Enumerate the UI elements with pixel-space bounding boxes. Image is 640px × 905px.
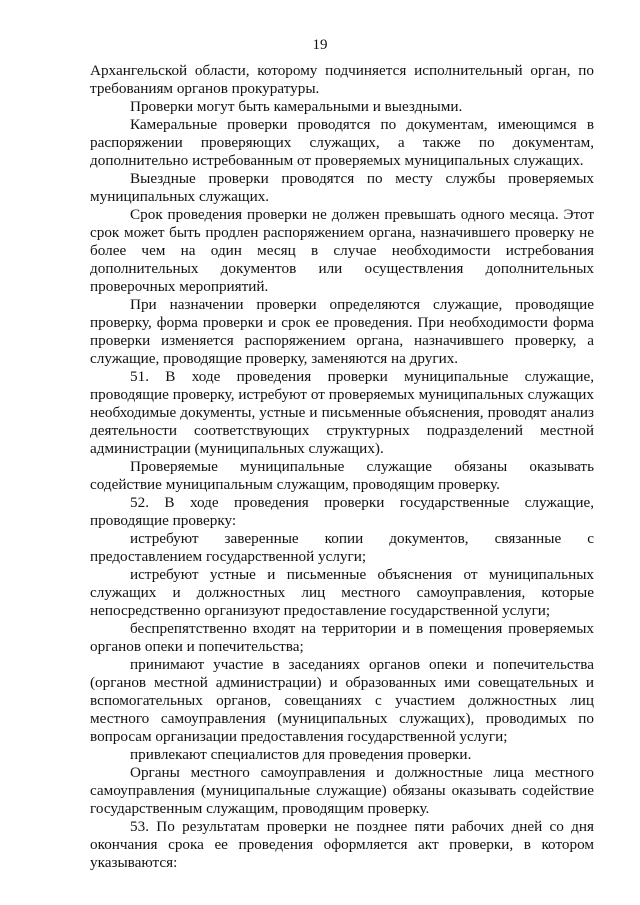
paragraph: Камеральные проверки проводятся по документам, имеющимся в распоряжении проверяющих служащих, а также по документам, дополнительно истребованным от проверяемых муниципальных служащих.	[90, 116, 594, 169]
list-item: привлекают специалистов для проведения проверки.	[130, 746, 472, 763]
document-body	[90, 62, 594, 872]
paragraph: При назначении проверки определяются служащие, проводящие проверку, форма проверки и срок ее проведения. При необходимости форма проверки изменяется распоряжением органа, назначившего проверку, а служащие, проводящие проверку, заменяются на других.	[90, 296, 594, 367]
paragraph-item-51: 51. В ходе проведения проверки муниципальные служащие, проводящие проверку, истребуют от проверяемых муниципальных служащих необходимые документы, устные и письменные объяснения, проводят анализ деятельности соответствующих структурных подразделений местной администрации (муниципальных служащих).	[90, 368, 594, 457]
list-item: истребуют заверенные копии документов, связанные с предоставлением государственной услуги;	[90, 530, 594, 565]
paragraph: Срок проведения проверки не должен превышать одного месяца. Этот срок может быть продлен распоряжением органа, назначившего проверку не более чем на один месяц в случае необходимости истребования дополнительных документов или осуществления дополнительных проверочных мероприятий.	[90, 206, 594, 295]
paragraph: Проверки могут быть камеральными и выездными.	[130, 98, 463, 115]
list-item: принимают участие в заседаниях органов опеки и попечительства (органов местной администрации) и образованных ими совещательных и вспомогательных органов, совещаниях с участием должностных лиц местного самоуправления (муниципальных служащих), проводимых по вопросам организации предоставления государственной услуги;	[90, 656, 594, 745]
paragraph-item-53: 53. По результатам проверки не позднее пяти рабочих дней со дня окончания срока ее проведения оформляется акт проверки, в котором указываются:	[90, 818, 594, 871]
list-item: истребуют устные и письменные объяснения от муниципальных служащих и должностных лиц местного самоуправления, которые непосредственно организуют предоставление государственной услуги;	[90, 566, 594, 619]
paragraph: Органы местного самоуправления и должностные лица местного самоуправления (муниципальные служащие) обязаны оказывать содействие государственным служащим, проводящим проверку.	[90, 764, 594, 817]
paragraph: Выездные проверки проводятся по месту службы проверяемых муниципальных служащих.	[90, 170, 594, 205]
page-number: 19	[312, 37, 328, 53]
paragraph-item-52: 52. В ходе проведения проверки государственные служащие, проводящие проверку:	[90, 494, 594, 529]
paragraph: Проверяемые муниципальные служащие обязаны оказывать содействие муниципальным служащим, проводящим проверку.	[90, 458, 594, 493]
paragraph-continuation: Архангельской области, которому подчиняется исполнительный орган, по требованиям органов прокуратуры.	[90, 62, 594, 97]
list-item: беспрепятственно входят на территории и в помещения проверяемых органов опеки и попечительства;	[90, 620, 594, 655]
